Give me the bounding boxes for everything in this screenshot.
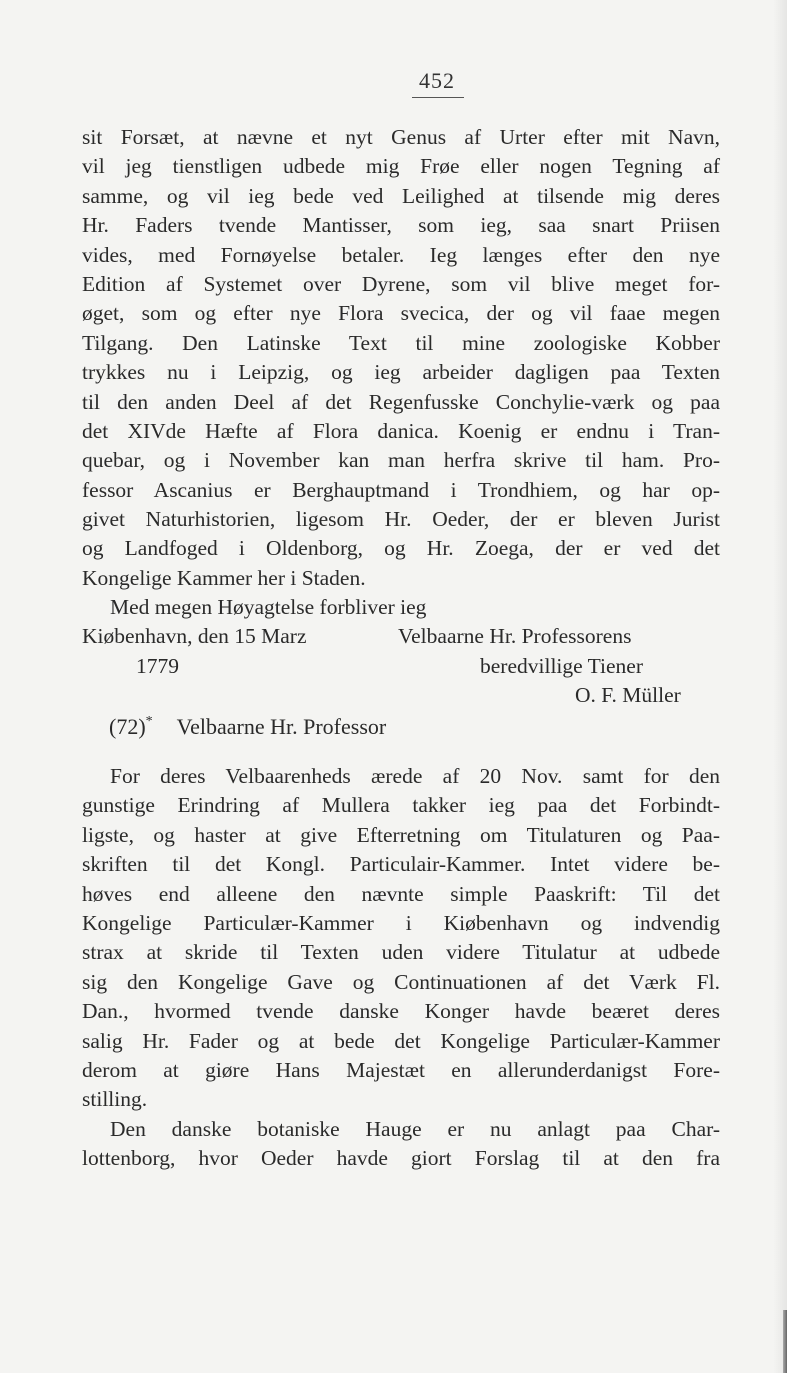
text-line: sig den Kongelige Gave og Continuationen af det Værk Fl. bbox=[82, 969, 720, 994]
text-line: trykkes nu i Leipzig, og ieg arbeider dagligen paa Texten bbox=[82, 360, 720, 385]
text-line: strax at skride til Texten uden videre Titulatur at udbede bbox=[82, 940, 720, 965]
page-edge-mark bbox=[783, 1310, 787, 1373]
text-line: høves end alleene den nævnte simple Paaskrift: Til det bbox=[82, 881, 720, 906]
letter-number: (72) bbox=[109, 714, 146, 739]
paragraph-continued-letter bbox=[82, 123, 720, 593]
footnote-asterisk: * bbox=[145, 714, 153, 729]
text-line: quebar, og i November kan man herfra skrive til ham. Pro- bbox=[82, 448, 720, 473]
text-line: vides, med Fornøyelse betaler. Ieg længes efter den nye bbox=[82, 242, 720, 267]
text-line: Den danske botaniske Hauge er nu anlagt paa Char- bbox=[110, 1117, 720, 1141]
text-line: Dan., hvormed tvende danske Konger havde beæret deres bbox=[82, 999, 720, 1024]
place-date: Kiøbenhavn, den 15 Marz bbox=[82, 624, 307, 649]
text-line: derom at giøre Hans Majestæt en allerunderdanigst Fore- bbox=[82, 1057, 720, 1082]
letter-salutation: Velbaarne Hr. Professor bbox=[176, 714, 387, 739]
text-line: salig Hr. Fader og at bede det Kongelige Particulær-Kammer bbox=[82, 1028, 720, 1053]
closing-row bbox=[82, 652, 720, 681]
text-line: givet Naturhistorien, ligesom Hr. Oeder, der er bleven Jurist bbox=[82, 507, 720, 532]
text-line: ligste, og haster at give Efterretning om Titulaturen og Paa- bbox=[82, 822, 720, 847]
salutation: Velbaarne Hr. Professorens bbox=[398, 624, 632, 649]
text-line: Kongelige Kammer her i Staden. bbox=[82, 565, 366, 590]
letter-heading bbox=[109, 714, 386, 740]
letter-72-paragraph-2 bbox=[82, 1115, 720, 1174]
text-line: Kongelige Particulær-Kammer i Kiøbenhavn og indvendig bbox=[82, 910, 720, 935]
text-line: gunstige Erindring af Mullera takker ieg paa det Forbindt- bbox=[82, 793, 720, 818]
page-number-underline bbox=[412, 97, 464, 98]
text-line: til den anden Deel af det Regenfusske Conchylie-værk og paa bbox=[82, 389, 720, 414]
text-line: Edition af Systemet over Dyrene, som vil blive meget for- bbox=[82, 271, 720, 296]
text-line: vil jeg tienstligen udbede mig Frøe eller nogen Tegning af bbox=[82, 154, 720, 179]
text-line: det XIVde Hæfte af Flora danica. Koenig er endnu i Tran- bbox=[82, 418, 720, 443]
page-number: 452 bbox=[419, 68, 455, 93]
text-line: fessor Ascanius er Berghauptmand i Trondhiem, og har op- bbox=[82, 477, 720, 502]
text-line: Tilgang. Den Latinske Text til mine zoologiske Kobber bbox=[82, 330, 720, 355]
closing-row bbox=[82, 681, 720, 710]
closing-row bbox=[82, 622, 720, 651]
text-line: og Landfoged i Oldenborg, og Hr. Zoega, der er ved det bbox=[82, 536, 720, 561]
text-line: skriften til det Kongl. Particulair-Kammer. Intet videre be- bbox=[82, 852, 720, 877]
signature: O. F. Müller bbox=[575, 683, 681, 708]
text-line: lottenborg, hvor Oeder havde giort Forslag til at den fra bbox=[82, 1146, 720, 1171]
year: 1779 bbox=[136, 653, 179, 678]
text-line: øget, som og efter nye Flora svecica, der og vil faae megen bbox=[82, 301, 720, 326]
page-edge-shadow bbox=[773, 0, 787, 1373]
text-line: sit Forsæt, at nævne et nyt Genus af Urter efter mit Navn, bbox=[82, 125, 720, 149]
closing-block bbox=[82, 593, 720, 711]
letter-72-paragraph-1 bbox=[82, 762, 720, 1115]
text-line: samme, og vil ieg bede ved Leilighed at tilsende mig deres bbox=[82, 183, 720, 208]
text-line: Hr. Faders tvende Mantisser, som ieg, saa snart Priisen bbox=[82, 213, 720, 238]
servant-line: beredvillige Tiener bbox=[480, 653, 644, 678]
text-line: stilling. bbox=[82, 1087, 148, 1112]
text-line: For deres Velbaarenheds ærede af 20 Nov. samt for den bbox=[110, 764, 720, 788]
closing-line: Med megen Høyagtelse forbliver ieg bbox=[110, 595, 427, 619]
